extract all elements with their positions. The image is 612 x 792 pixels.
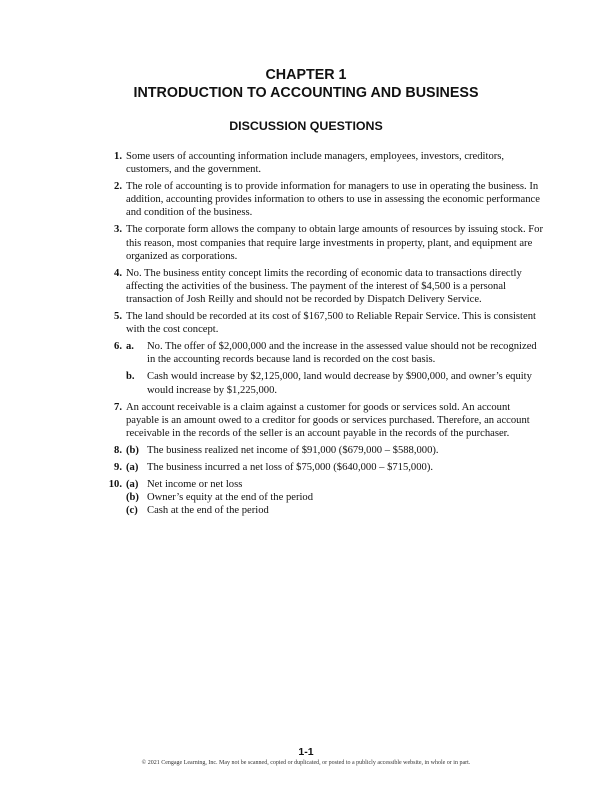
sub-text: The business realized net income of $91,000 ($679,000 – $588,000).	[147, 444, 439, 456]
question-item	[100, 401, 545, 440]
question-text: The corporate form allows the company to obtain large amounts of resources by issuing stock. For this reason, most companies that require large investments in property, plant, and equipment are organized as corporations.	[126, 224, 543, 262]
sub-text: Owner’s equity at the end of the period	[147, 492, 314, 504]
sub-label: (b)	[126, 492, 139, 504]
sub-answer	[126, 340, 545, 366]
sub-label: (b)	[126, 444, 139, 456]
chapter-number: CHAPTER 1	[265, 67, 347, 83]
question-number: 10.	[108, 479, 122, 491]
question-text: No. The business entity concept limits the recording of economic data to transactions directly affecting the activities of the business. The payment of the interest of $4,500 is a personal transaction of Josh Reilly and should not be recorded by Dispatch Delivery Service.	[126, 267, 522, 305]
question-text: The land should be recorded at its cost of $167,500 to Reliable Repair Service. This is consistent with the cost concept.	[126, 311, 536, 336]
sub-text: Cash at the end of the period	[147, 505, 269, 517]
section-heading: DISCUSSION QUESTIONS	[229, 119, 383, 133]
page-number: 1-1	[298, 746, 314, 758]
question-number: 4.	[114, 267, 122, 279]
question-item	[100, 310, 545, 336]
question-item	[100, 340, 545, 396]
question-item	[100, 444, 545, 457]
question-number: 3.	[114, 224, 122, 236]
sub-answer	[126, 478, 545, 491]
question-item	[100, 267, 545, 306]
sub-answer	[126, 491, 545, 504]
question-number: 9.	[114, 461, 122, 473]
sub-text: The business incurred a net loss of $75,000 ($640,000 – $715,000).	[147, 461, 433, 473]
sub-label: b.	[126, 371, 135, 383]
question-number: 2.	[114, 181, 122, 193]
sub-answer	[126, 370, 545, 396]
chapter-title: INTRODUCTION TO ACCOUNTING AND BUSINESS	[133, 85, 479, 101]
question-number: 8.	[114, 444, 122, 456]
question-number: 5.	[114, 311, 122, 323]
question-item	[100, 223, 545, 262]
sub-answer	[126, 444, 545, 457]
sub-answer	[126, 504, 545, 517]
question-item	[100, 478, 545, 517]
sub-label: (a)	[126, 461, 139, 473]
question-number: 6.	[114, 341, 122, 353]
sub-text: Net income or net loss	[147, 479, 243, 491]
question-item	[100, 461, 545, 474]
question-item	[100, 180, 545, 219]
question-text: An account receivable is a claim against a customer for goods or services sold. An account payable is an amount owed to a creditor for goods or services purchased. Therefore, an account receivable in the records of the seller is an account payable in the records of the purchaser.	[126, 401, 530, 439]
question-text: The role of accounting is to provide information for managers to use in operating the business. In addition, accounting provides information to others to use in assessing the economic performance and condition of the business.	[126, 181, 540, 219]
question-item	[100, 150, 545, 176]
sub-text: No. The offer of $2,000,000 and the increase in the assessed value should not be recognized in the accounting records because land is recorded on the cost basis.	[147, 341, 537, 366]
sub-label: (a)	[126, 479, 139, 491]
sub-text: Cash would increase by $2,125,000, land would decrease by $900,000, and owner’s equity would increase by $1,225,000.	[147, 371, 532, 396]
question-list	[100, 150, 545, 521]
sub-label: a.	[126, 341, 134, 353]
question-text: Some users of accounting information include managers, employees, investors, creditors, customers, and the government.	[126, 151, 505, 176]
sub-answer	[126, 461, 545, 474]
question-number: 1.	[114, 151, 122, 162]
question-number: 7.	[114, 401, 122, 413]
sub-label: (c)	[126, 505, 138, 517]
copyright-notice: © 2021 Cengage Learning, Inc. May not be scanned, copied or duplicated, or posted to a publicly accessible website, in whole or in part.	[141, 760, 471, 766]
